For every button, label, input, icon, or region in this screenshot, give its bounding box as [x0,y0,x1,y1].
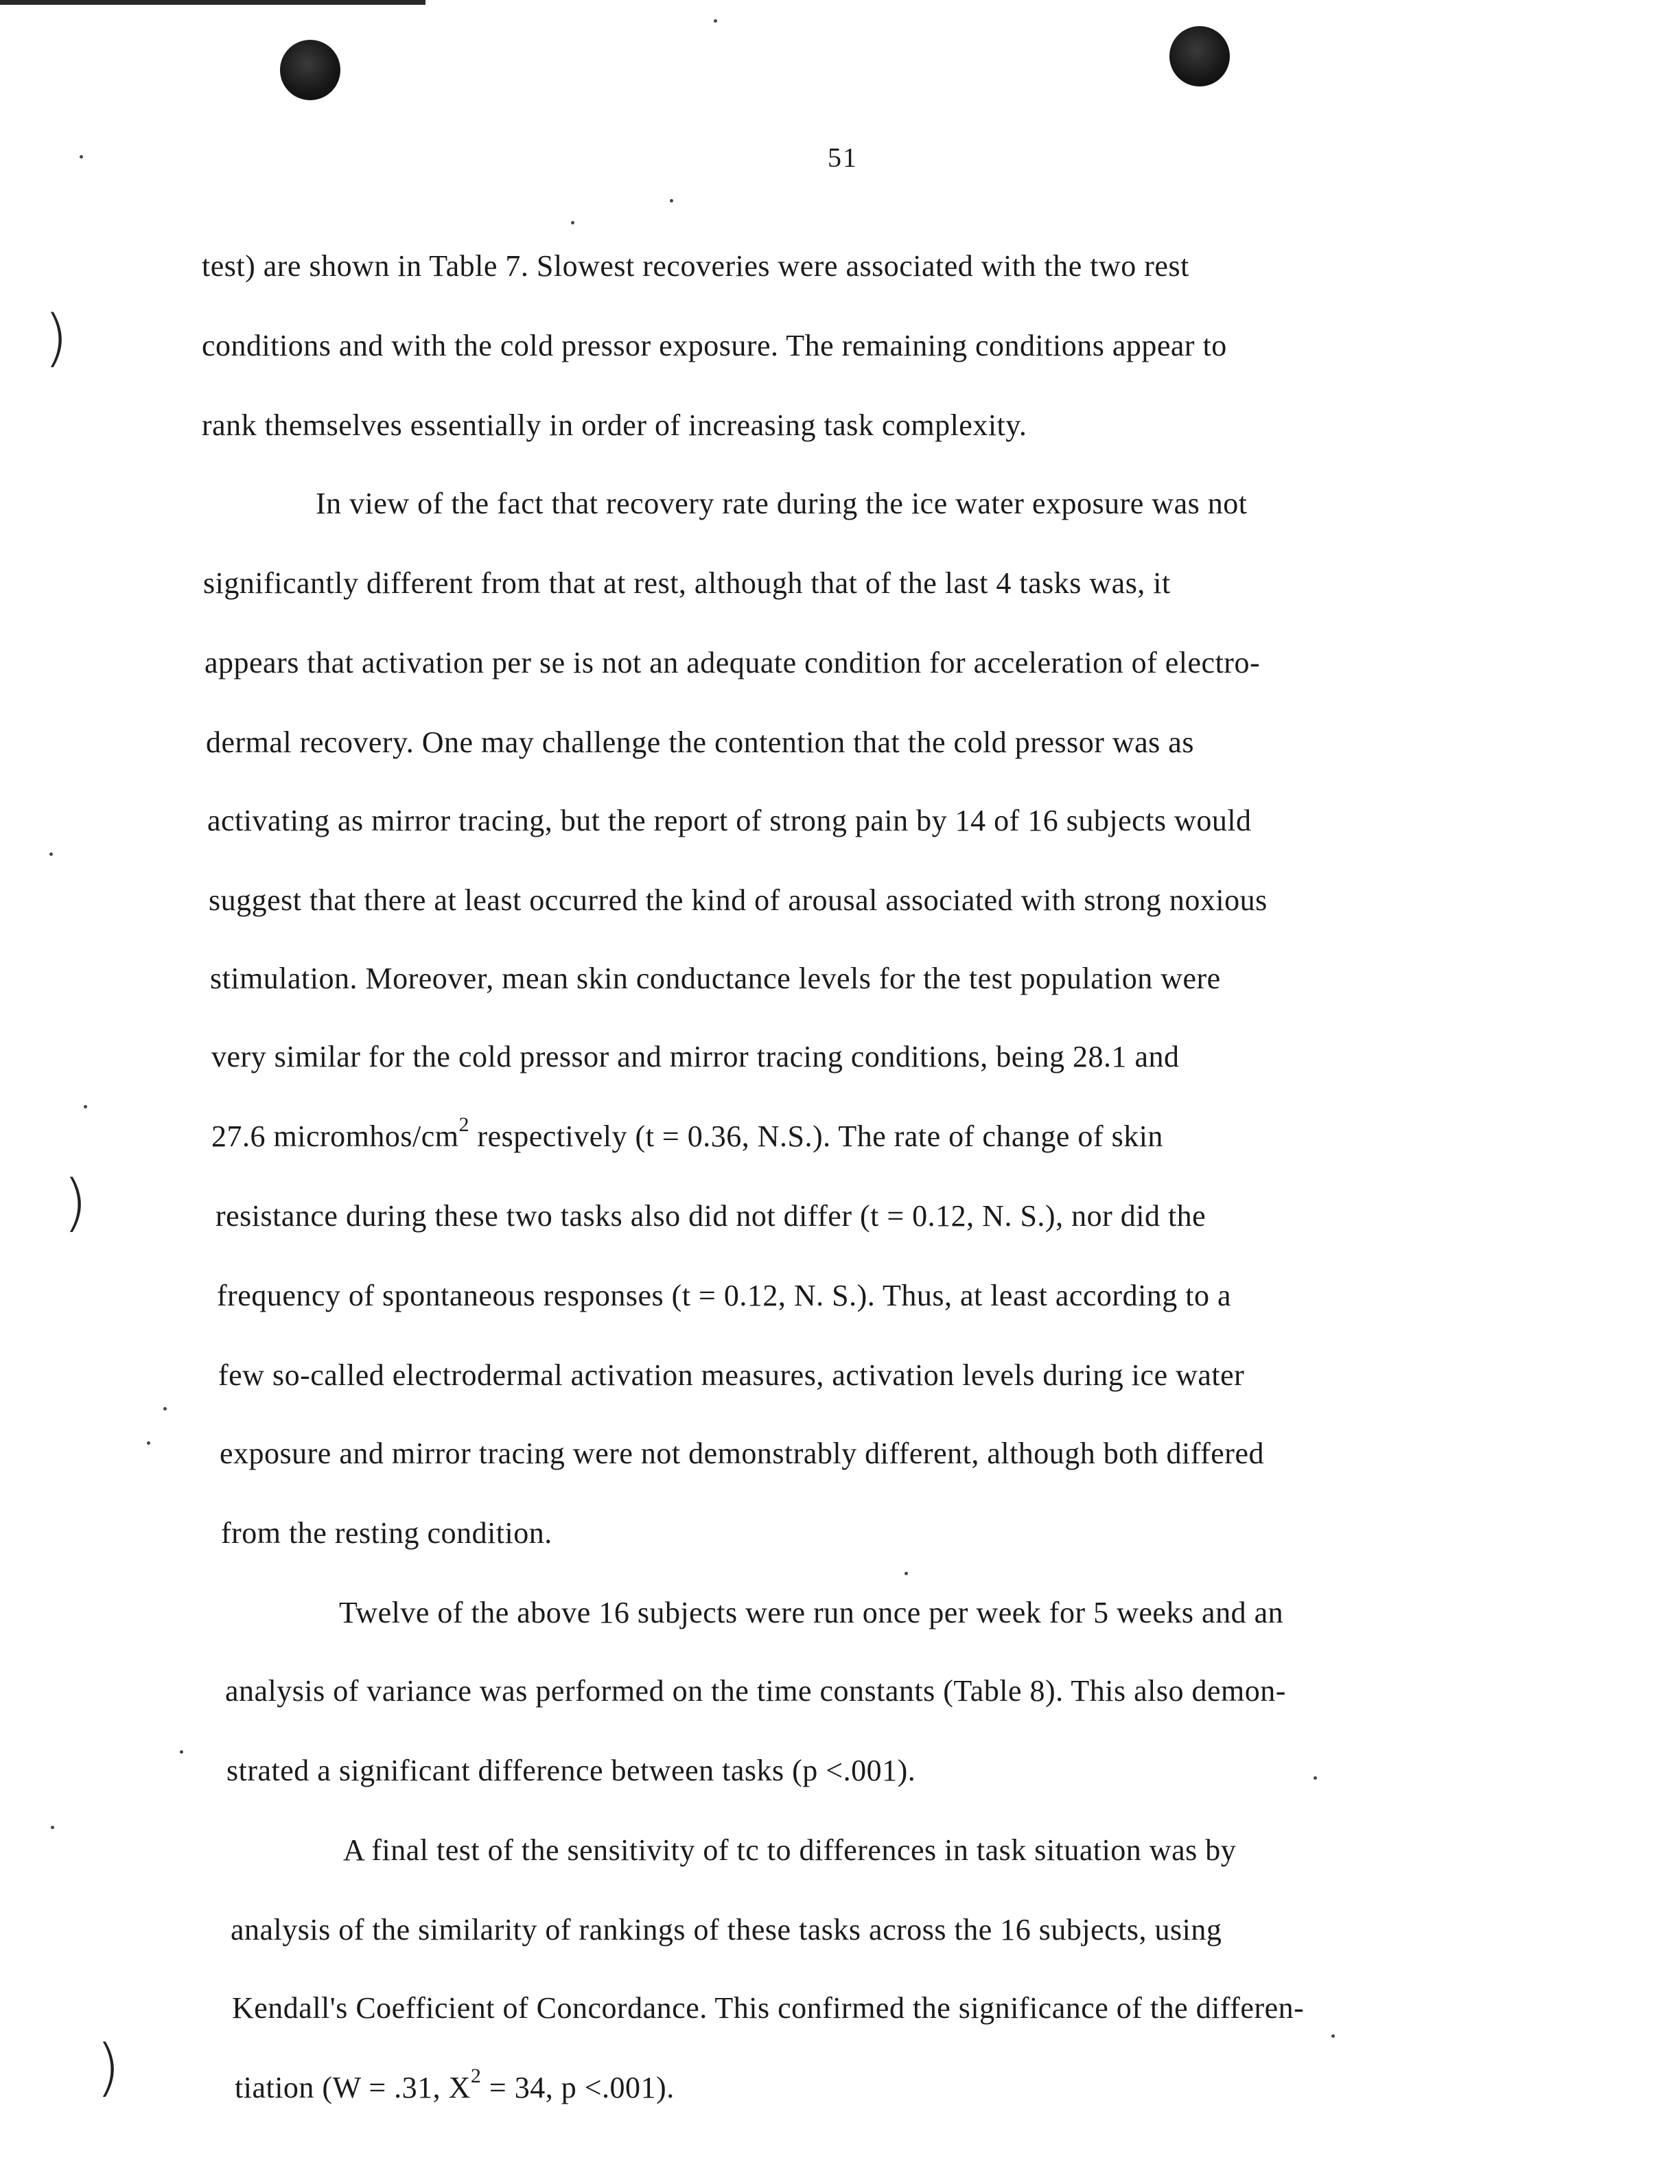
bracket-mark-icon: ) [44,302,69,374]
text-line: A final test of the sensitivity of tc to differences in task situation was by [343,1833,1237,1867]
bracket-mark-icon: ) [96,2032,121,2104]
speck [905,1572,908,1575]
text-line: significantly different from that at rest, although that of the last 4 tasks was, it [203,566,1171,600]
text-run: = 34, p <.001). [481,2071,675,2104]
text-run: respectively (t = 0.36, N.S.). The rate of change of skin [469,1119,1163,1153]
top-rule [0,0,425,5]
speck [84,1105,87,1108]
text-line: activating as mirror tracing, but the report of strong pain by 14 of 16 subjects would [207,804,1252,837]
text-line: In view of the fact that recovery rate during the ice water exposure was not [316,487,1248,520]
text-line: Kendall's Coefficient of Concordance. This confirmed the significance of the differen- [232,1991,1305,2025]
bracket-mark-icon: ) [63,1167,88,1239]
punch-hole-icon [1169,26,1230,86]
speck [571,221,574,224]
speck [180,1750,183,1754]
text-line: from the resting condition. [221,1516,552,1550]
text-line: Twelve of the above 16 subjects were run once per week for 5 weeks and an [339,1596,1284,1629]
speck [714,19,717,23]
speck [670,199,673,202]
text-line: exposure and mirror tracing were not demonstrably different, although both differed [220,1437,1264,1470]
superscript: 2 [458,1113,469,1136]
speck [51,1826,54,1829]
speck [1331,2034,1335,2038]
text-line: few so-called electrodermal activation measures, activation levels during ice water [218,1358,1245,1392]
text-line: suggest that there at least occurred the kind of arousal associated with strong noxious [209,883,1268,917]
text-line: resistance during these two tasks also did not differ (t = 0.12, N. S.), nor did the [215,1199,1206,1233]
superscript: 2 [470,2065,482,2087]
speck [49,852,53,856]
text-line: analysis of variance was performed on the time constants (Table 8). This also demon- [225,1674,1286,1708]
punch-hole-icon [280,40,340,100]
text-line-with-superscript [235,2065,675,2105]
speck [147,1441,150,1445]
text-line: strated a significant difference between tasks (p <.001). [226,1754,916,1787]
text-line: appears that activation per se is not an adequate condition for acceleration of electro- [205,646,1261,679]
text-line: stimulation. Moreover, mean skin conductance levels for the test population were [210,962,1221,995]
text-line: analysis of the similarity of rankings of these tasks across the 16 subjects, using [231,1913,1222,1947]
text-line: frequency of spontaneous responses (t = 0.12, N. S.). Thus, at least according to a [217,1279,1232,1312]
speck [163,1407,167,1410]
text-run: 27.6 micromhos/cm [211,1119,459,1153]
text-line: very similar for the cold pressor and mirror tracing conditions, being 28.1 and [211,1040,1180,1073]
text-run: tiation (W = .31, X [235,2071,471,2104]
speck [80,155,83,159]
text-line: dermal recovery. One may challenge the contention that the cold pressor was as [206,725,1194,759]
text-line: test) are shown in Table 7. Slowest recoveries were associated with the two rest [202,249,1189,283]
page-number: 51 [828,142,858,173]
speck [1314,1776,1317,1780]
text-line: rank themselves essentially in order of increasing task complexity. [202,408,1027,442]
text-line-with-superscript [211,1113,1163,1154]
text-line: conditions and with the cold pressor exposure. The remaining conditions appear to [202,329,1227,362]
